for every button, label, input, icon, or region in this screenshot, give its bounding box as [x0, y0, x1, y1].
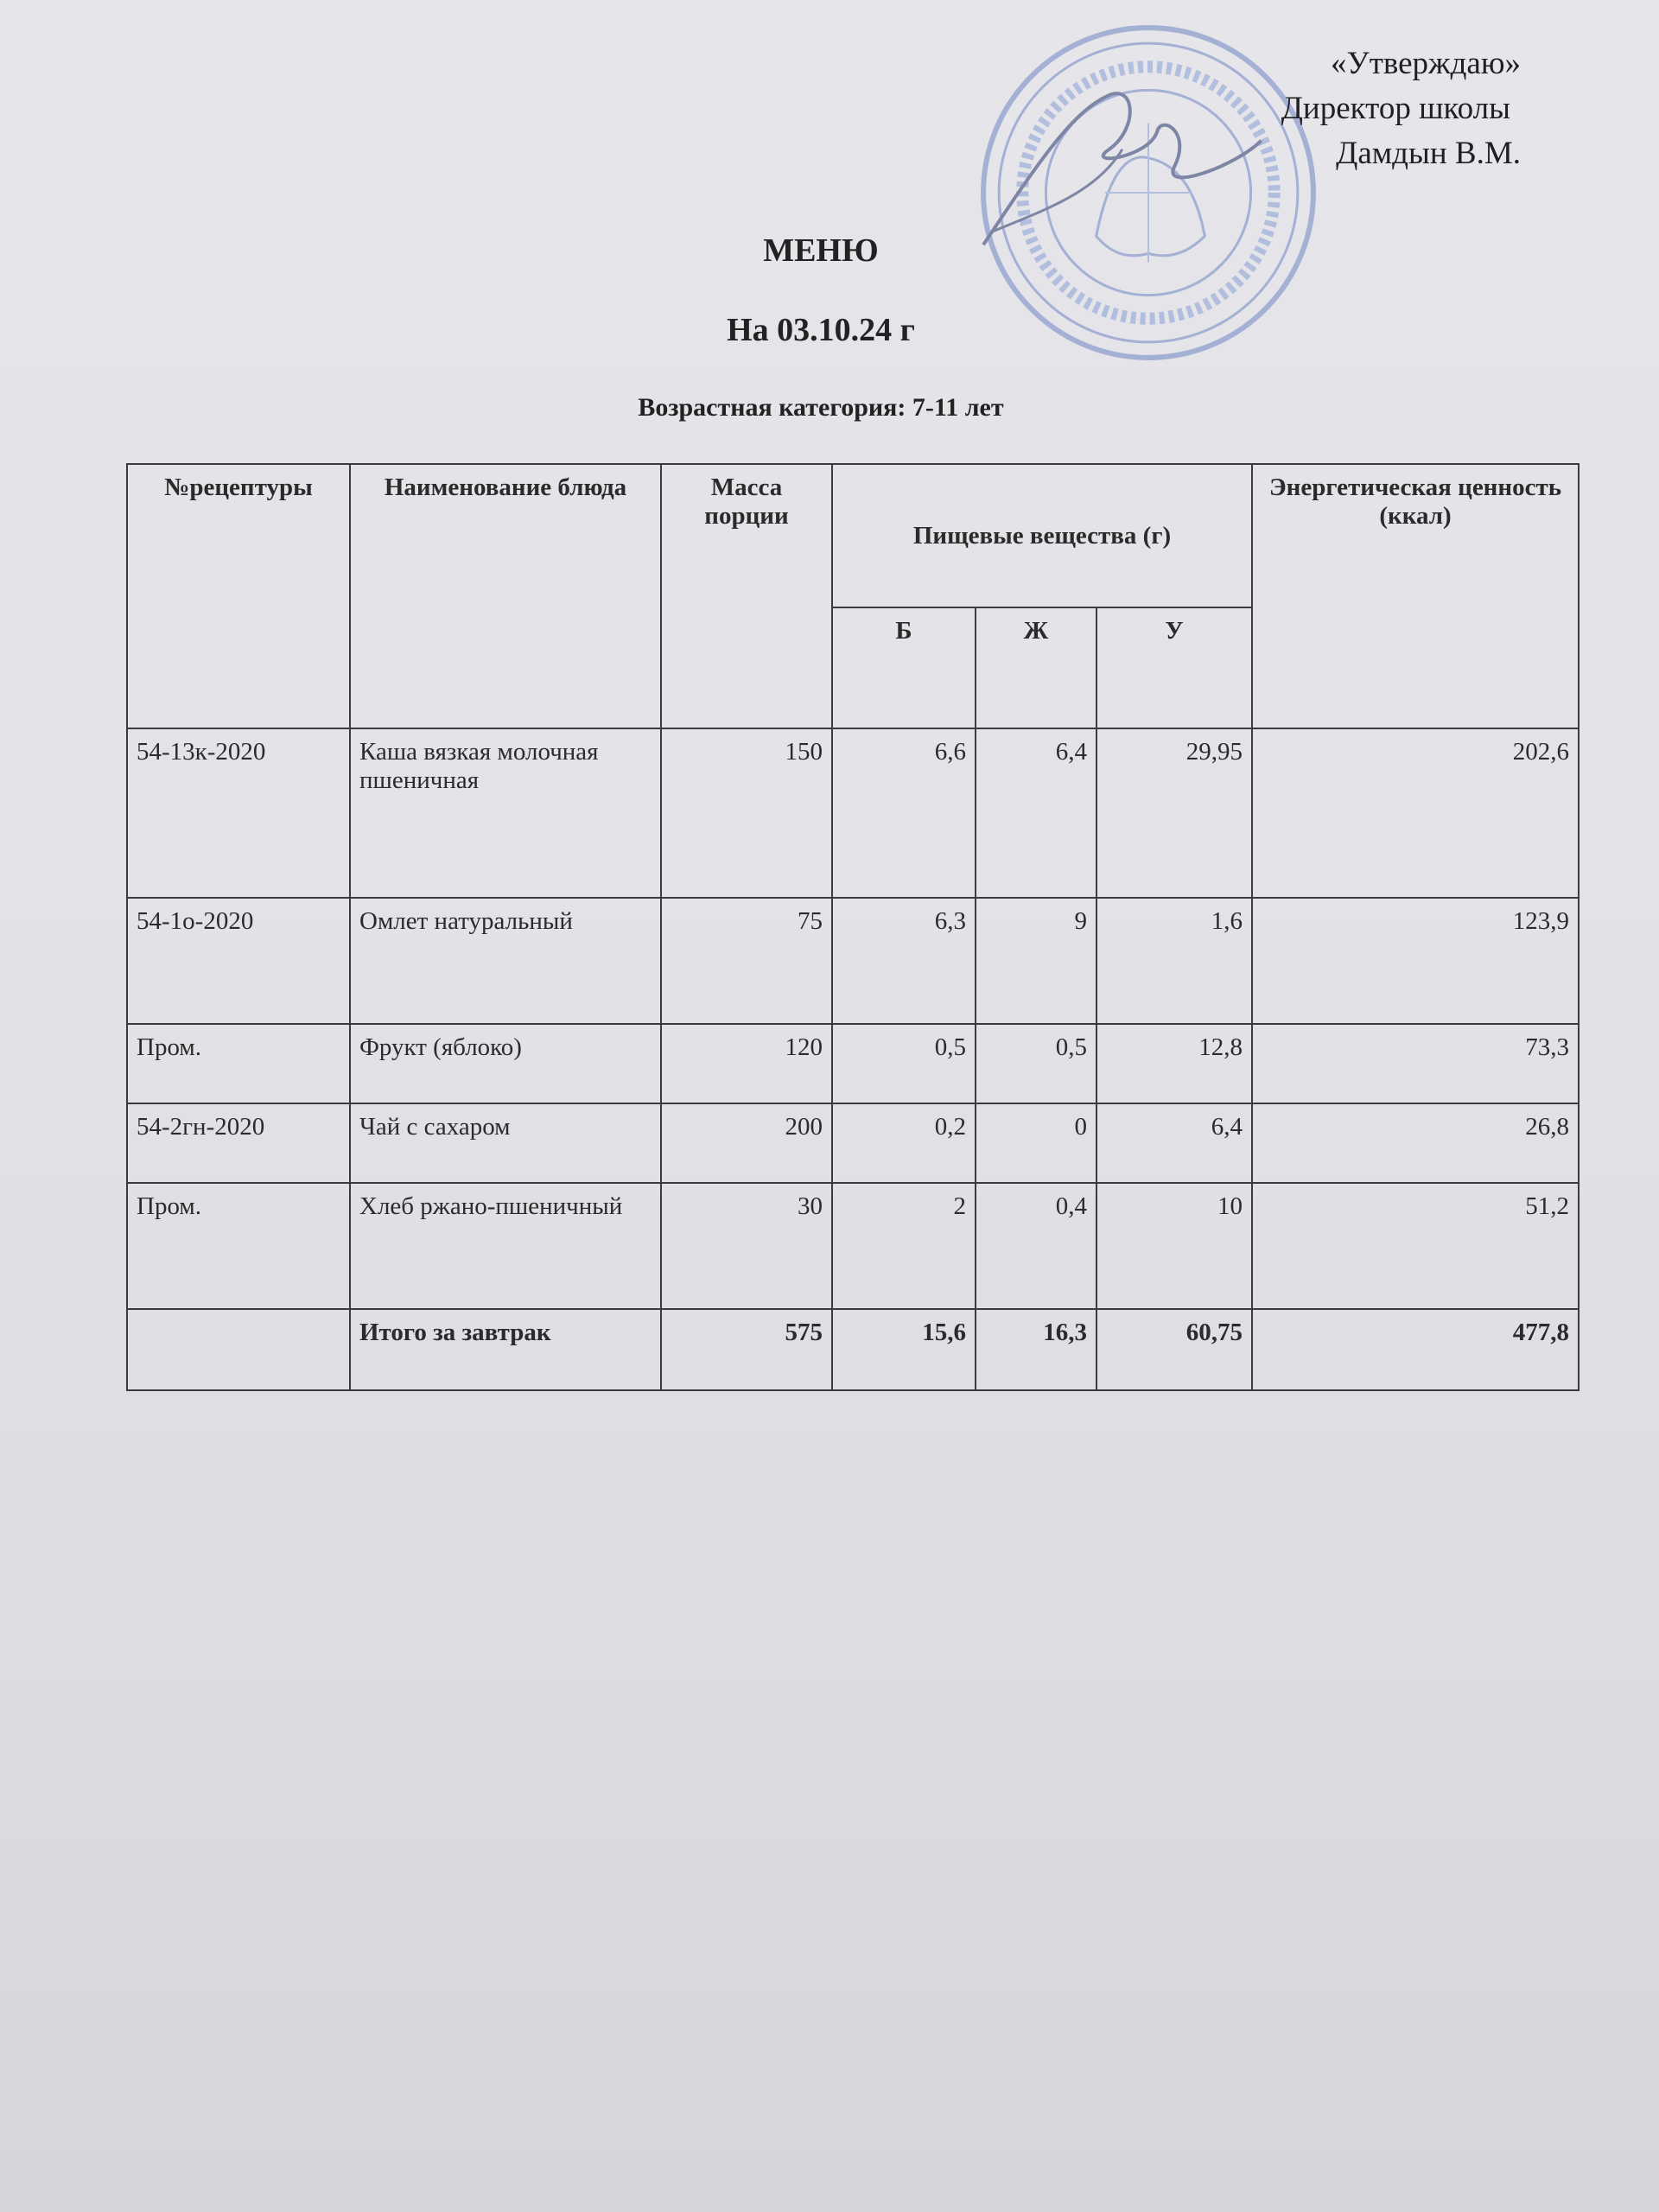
- cell-name: Омлет натуральный: [350, 898, 661, 1024]
- approval-block: [1281, 41, 1521, 176]
- header-name: Наименование блюда: [350, 464, 661, 728]
- cell-kcal: 26,8: [1252, 1103, 1579, 1183]
- total-fat: 16,3: [976, 1309, 1096, 1390]
- cell-mass: 150: [661, 728, 832, 898]
- cell-name: Фрукт (яблоко): [350, 1024, 661, 1103]
- cell-carbs: 12,8: [1096, 1024, 1252, 1103]
- total-carbs: 60,75: [1096, 1309, 1252, 1390]
- header-mass: Масса порции: [661, 464, 832, 728]
- cell-code: Пром.: [127, 1024, 350, 1103]
- cell-carbs: 29,95: [1096, 728, 1252, 898]
- table-row: [127, 898, 1579, 1024]
- total-kcal: 477,8: [1252, 1309, 1579, 1390]
- table-header-row: [127, 464, 1579, 607]
- cell-protein: 2: [832, 1183, 976, 1309]
- cell-name: Чай с сахаром: [350, 1103, 661, 1183]
- cell-protein: 6,3: [832, 898, 976, 1024]
- cell-code: Пром.: [127, 1183, 350, 1309]
- header-fat: Ж: [976, 607, 1096, 728]
- cell-protein: 6,6: [832, 728, 976, 898]
- table-row: [127, 728, 1579, 898]
- total-code: [127, 1309, 350, 1390]
- total-label: Итого за завтрак: [350, 1309, 661, 1390]
- cell-fat: 0,5: [976, 1024, 1096, 1103]
- total-protein: 15,6: [832, 1309, 976, 1390]
- cell-protein: 0,5: [832, 1024, 976, 1103]
- total-mass: 575: [661, 1309, 832, 1390]
- table-row: [127, 1024, 1579, 1103]
- cell-mass: 75: [661, 898, 832, 1024]
- cell-code: 54-2гн-2020: [127, 1103, 350, 1183]
- cell-fat: 6,4: [976, 728, 1096, 898]
- cell-name: Каша вязкая молочная пшеничная: [350, 728, 661, 898]
- header-energy: Энергетическая ценность (ккал): [1252, 464, 1579, 728]
- cell-fat: 9: [976, 898, 1096, 1024]
- cell-code: 54-1о-2020: [127, 898, 350, 1024]
- cell-name: Хлеб ржано-пшеничный: [350, 1183, 661, 1309]
- cell-kcal: 51,2: [1252, 1183, 1579, 1309]
- approval-line-3: Дамдын В.М.: [1336, 136, 1521, 171]
- menu-date: На 03.10.24 г: [727, 312, 915, 348]
- cell-kcal: 202,6: [1252, 728, 1579, 898]
- table-row: [127, 1183, 1579, 1309]
- table-total-row: [127, 1309, 1579, 1390]
- header-protein: Б: [832, 607, 976, 728]
- approval-line-1: «Утверждаю»: [1331, 46, 1521, 81]
- header-carbs: У: [1096, 607, 1252, 728]
- table-row: [127, 1103, 1579, 1183]
- menu-title: МЕНЮ: [763, 232, 879, 269]
- cell-fat: 0,4: [976, 1183, 1096, 1309]
- cell-mass: 120: [661, 1024, 832, 1103]
- cell-kcal: 123,9: [1252, 898, 1579, 1024]
- header-nutrients: Пищевые вещества (г): [832, 464, 1252, 607]
- cell-mass: 30: [661, 1183, 832, 1309]
- cell-carbs: 1,6: [1096, 898, 1252, 1024]
- cell-carbs: 6,4: [1096, 1103, 1252, 1183]
- cell-protein: 0,2: [832, 1103, 976, 1183]
- approval-line-2: Директор школы: [1281, 91, 1510, 126]
- cell-code: 54-13к-2020: [127, 728, 350, 898]
- cell-carbs: 10: [1096, 1183, 1252, 1309]
- age-category: Возрастная категория: 7-11 лет: [638, 393, 1004, 422]
- menu-table: [126, 463, 1580, 1391]
- cell-fat: 0: [976, 1103, 1096, 1183]
- header-code: №рецептуры: [127, 464, 350, 728]
- cell-kcal: 73,3: [1252, 1024, 1579, 1103]
- cell-mass: 200: [661, 1103, 832, 1183]
